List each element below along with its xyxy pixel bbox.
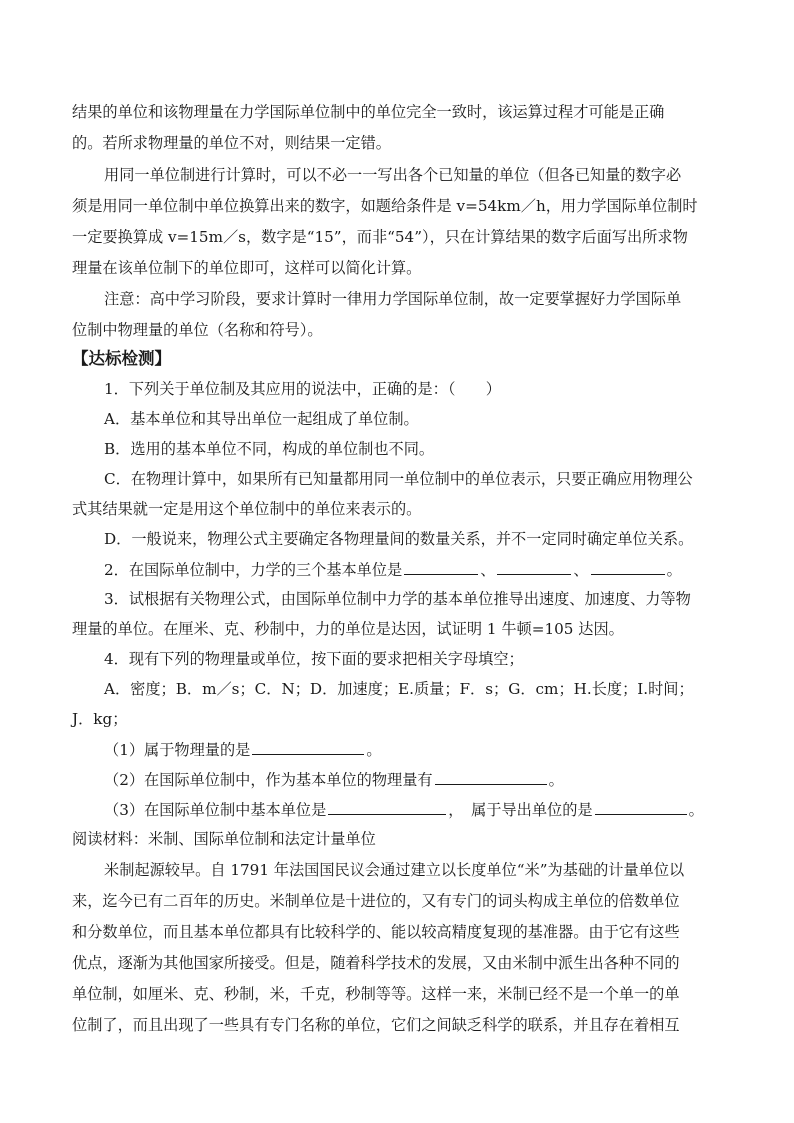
question-4-sub-1-prefix: （1）属于物理量的是: [104, 741, 251, 759]
question-1-option-a: A．基本单位和其导出单位一起组成了单位制。: [104, 410, 419, 428]
intro-paragraph-1-line-2: 的。若所求物理量的单位不对，则结果一定错。: [72, 134, 391, 152]
answer-blank-1[interactable]: [404, 559, 478, 575]
answer-blank-7[interactable]: [595, 799, 687, 815]
question-4-options-line-1: A．密度；B．m／s；C．N；D．加速度；E.质量；F．s；G．cm；H.长度；I.时间；: [104, 680, 694, 698]
reading-line-6: 位制了，而且出现了一些具有专门名称的单位，它们之间缺乏科学的联系，并且存在着相互: [72, 1016, 680, 1034]
question-4-sub-1: [104, 739, 382, 760]
section-title: 【达标检测】: [72, 349, 171, 368]
question-2-prefix: 2．在国际单位制中，力学的三个基本单位是: [104, 561, 403, 579]
reading-line-2: 来，迄今已有二百年的历史。米制单位是十进位的，又有专门的词头构成主单位的倍数单位: [72, 892, 680, 910]
intro-paragraph-2-line-3: 一定要换算成 v=15m／s，数字是“15”，而非“54”），只在计算结果的数字后面写出所求物: [72, 228, 688, 246]
question-1-option-d: D．一般说来，物理公式主要确定各物理量间的数量关系，并不一定同时确定单位关系。: [104, 530, 694, 548]
question-4-sub-1-end: 。: [366, 741, 382, 759]
reading-title: 阅读材料：米制、国际单位制和法定计量单位: [72, 830, 376, 848]
reading-line-4: 优点，逐渐为其他国家所接受。但是，随着科学技术的发展，又由米制中派生出各种不同的: [72, 954, 680, 972]
intro-paragraph-3-line-2: 位制中物理量的单位（名称和符号）。: [72, 321, 323, 339]
intro-paragraph-2-line-1: 用同一单位制进行计算时，可以不必一一写出各个已知量的单位（但各已知量的数字必: [104, 166, 682, 184]
reading-line-3: 和分数单位，而且基本单位都具有比较科学的、能以较高精度复现的基准器。由于它有这些: [72, 923, 680, 941]
intro-paragraph-2-line-2: 须是用同一单位制中单位换算出来的数字，如题给条件是 v=54km／h，用力学国际单位制时: [72, 197, 698, 215]
question-1-stem: 1．下列关于单位制及其应用的说法中，正确的是：（ ）: [104, 380, 501, 398]
question-3-line-2: 理量的单位。在厘米、克、秒制中，力的单位是达因，试证明 1 牛顿=105 达因。: [72, 620, 624, 638]
question-4-sub-3-end: 。: [688, 801, 704, 819]
answer-blank-4[interactable]: [252, 739, 364, 755]
intro-paragraph-2-line-4: 理量在该单位制下的单位即可，这样可以简化计算。: [72, 259, 422, 277]
question-2: [104, 559, 682, 580]
intro-paragraph-3-line-1: 注意：高中学习阶段，要求计算时一律用力学国际单位制，故一定要掌握好力学国际单: [104, 290, 682, 308]
question-1-option-c-line-1: C．在物理计算中，如果所有已知量都用同一单位制中的单位表示，只要正确应用物理公: [104, 470, 693, 488]
answer-blank-2[interactable]: [497, 559, 571, 575]
reading-line-1: 米制起源较早。自 1791 年法国国民议会通过建立以长度单位“米”为基础的计量单位以: [104, 861, 685, 879]
question-4-sub-3-prefix: （3）在国际单位制中基本单位是: [104, 801, 327, 819]
question-4-options-line-2: J．kg；: [72, 710, 128, 728]
question-4-sub-2: [104, 769, 564, 790]
question-2-separator-1: 、: [480, 561, 496, 579]
question-4-sub-2-end: 。: [548, 771, 564, 789]
question-4-sub-3-mid: ， 属于导出单位的是: [448, 801, 593, 819]
question-1-option-b: B．选用的基本单位不同，构成的单位制也不同。: [104, 440, 435, 458]
answer-blank-5[interactable]: [435, 769, 547, 785]
question-1-option-c-line-2: 式其结果就一定是用这个单位制中的单位来表示的。: [72, 500, 422, 518]
question-4-sub-2-prefix: （2）在国际单位制中，作为基本单位的物理量有: [104, 771, 433, 789]
question-2-separator-2: 、: [573, 561, 589, 579]
answer-blank-6[interactable]: [328, 799, 446, 815]
question-2-end: 。: [666, 561, 682, 579]
intro-paragraph-1-line-1: 结果的单位和该物理量在力学国际单位制中的单位完全一致时，该运算过程才可能是正确: [72, 103, 665, 121]
reading-line-5: 单位制，如厘米、克、秒制，米，千克，秒制等等。这样一来，米制已经不是一个单一的单: [72, 985, 680, 1003]
answer-blank-3[interactable]: [591, 559, 665, 575]
question-4-sub-3: [104, 799, 704, 820]
question-3-line-1: 3．试根据有关物理公式，由国际单位制中力学的基本单位推导出速度、加速度、力等物: [104, 590, 691, 608]
question-4-stem: 4．现有下列的物理量或单位，按下面的要求把相关字母填空；: [104, 650, 524, 668]
